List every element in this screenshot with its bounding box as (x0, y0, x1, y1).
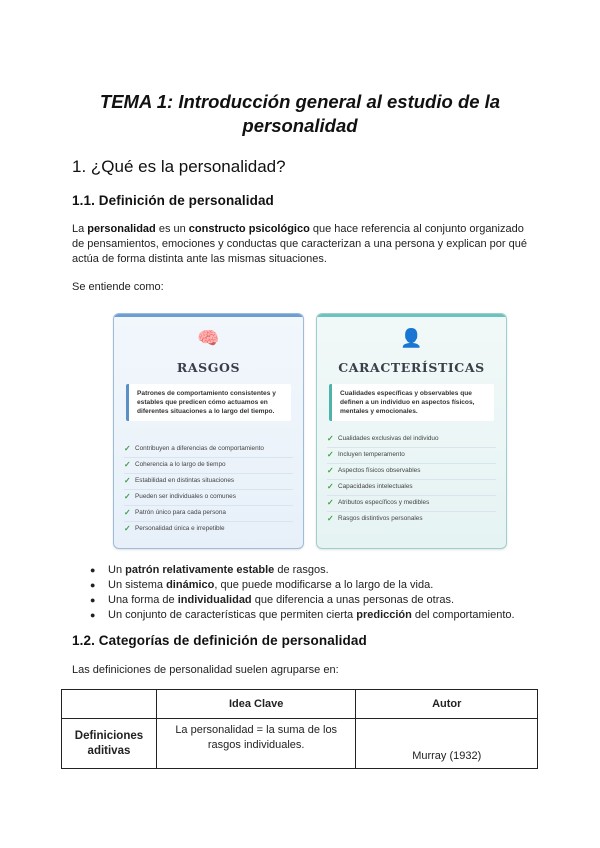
list-item-text: Personalidad única e irrepetible (135, 525, 225, 532)
card-accent-bar (317, 314, 506, 317)
table-row-header: Definiciones aditivas (62, 719, 157, 769)
bullet-item (90, 578, 515, 593)
list-item-text: Atributos específicos y medibles (338, 499, 430, 506)
list-item (124, 490, 293, 506)
card-description: Cualidades específicas y observables que definen a un individuo en aspectos físicos, mentales y emocionales. (329, 384, 494, 421)
check-icon: ✓ (124, 444, 131, 453)
bullet-item (90, 608, 515, 623)
para-text: es un (155, 223, 189, 235)
person-icon: 👤 (400, 328, 423, 348)
list-item-text: Capacidades intelectuales (338, 483, 413, 490)
list-item (327, 512, 496, 527)
definition-paragraph (72, 222, 532, 267)
list-item (124, 474, 293, 490)
subsection-heading-definicion: 1.1. Definición de personalidad (72, 193, 274, 208)
bullet-text: del comportamiento. (411, 609, 515, 621)
list-item-text: Rasgos distintivos personales (338, 515, 423, 522)
para-text: que hace referencia al conjunto organizado de pensamientos, emociones y conductas que caracterizan a una persona y explican por qué actúa de forma distinta ante las mismas situaciones. (72, 223, 527, 265)
bullet-text: de rasgos. (274, 564, 329, 576)
list-item (327, 464, 496, 480)
bullet-bold: patrón relativamente estable (125, 564, 275, 576)
bullet-text: Un sistema (108, 579, 167, 591)
check-icon: ✓ (124, 524, 131, 533)
list-item-text: Aspectos físicos observables (338, 467, 421, 474)
bullet-text: Una forma de (108, 594, 178, 606)
table-row (62, 719, 538, 769)
card-accent-bar (114, 314, 303, 317)
rasgos-card (113, 313, 304, 549)
list-item (327, 480, 496, 496)
bullet-text: que diferencia a unas personas de otras. (251, 594, 455, 606)
list-item (124, 442, 293, 458)
card-list (124, 442, 293, 537)
categories-intro: Las definiciones de personalidad suelen agruparse en: (72, 664, 339, 676)
bullet-bold: predicción (356, 609, 412, 621)
table-header-cell: Idea Clave (156, 690, 356, 719)
card-description: Patrones de comportamiento consistentes y estables que predicen cómo actuamos en diferentes situaciones a lo largo del tiempo. (126, 384, 291, 421)
bullet-text: , que puede modificarse a lo largo de la vida. (214, 579, 434, 591)
bullet-dot-icon: ● (90, 565, 96, 575)
bullet-item (90, 563, 515, 578)
para-bold-term: personalidad (87, 223, 156, 235)
list-item (327, 448, 496, 464)
subsection-heading-categorias: 1.2. Categorías de definición de personalidad (72, 633, 367, 648)
card-title: RASGOS (176, 360, 241, 375)
list-item (124, 506, 293, 522)
table-cell-autor: Murray (1932) (356, 719, 538, 769)
intro-sentence: Se entiende como: (72, 281, 164, 293)
card-title: CARACTERÍSTICAS (338, 360, 485, 375)
list-item (327, 496, 496, 512)
bullet-item (90, 593, 515, 608)
brain-icon: 🧠 (197, 328, 220, 348)
bullet-bold: individualidad (177, 594, 252, 606)
bullet-dot-icon: ● (90, 610, 96, 620)
list-item-text: Incluyen temperamento (338, 451, 405, 458)
list-item-text: Estabilidad en distintas situaciones (135, 477, 235, 484)
list-item (327, 432, 496, 448)
table-cell-idea: La personalidad = la suma de los rasgos individuales. (156, 719, 356, 769)
check-icon: ✓ (124, 492, 131, 501)
table-header-row (62, 690, 538, 719)
document-title (60, 90, 540, 138)
list-item (124, 522, 293, 537)
list-item (124, 458, 293, 474)
check-icon: ✓ (327, 514, 334, 523)
check-icon: ✓ (124, 476, 131, 485)
list-item-text: Pueden ser individuales o comunes (135, 493, 236, 500)
check-icon: ✓ (327, 450, 334, 459)
check-icon: ✓ (327, 482, 334, 491)
bullet-text: Un conjunto de características que permiten cierta (108, 609, 357, 621)
definitions-table (61, 689, 538, 769)
bullet-dot-icon: ● (90, 580, 96, 590)
list-item-text: Patrón único para cada persona (135, 509, 226, 516)
table-header-cell: Autor (356, 690, 538, 719)
caracteristicas-card (316, 313, 507, 549)
para-text: La (72, 223, 88, 235)
list-item-text: Cualidades exclusivas del individuo (338, 435, 439, 442)
card-list (327, 432, 496, 527)
check-icon: ✓ (327, 498, 334, 507)
bullet-dot-icon: ● (90, 595, 96, 605)
list-item-text: Contribuyen a diferencias de comportamiento (135, 445, 264, 452)
check-icon: ✓ (327, 466, 334, 475)
bullet-text: Un (108, 564, 126, 576)
title-line-1: TEMA 1: Introducción general al estudio de la (99, 91, 501, 112)
para-bold-term: constructo psicológico (188, 223, 310, 235)
check-icon: ✓ (124, 508, 131, 517)
bullet-list (90, 563, 515, 623)
list-item-text: Coherencia a lo largo de tiempo (135, 461, 226, 468)
check-icon: ✓ (327, 434, 334, 443)
table-header-cell (62, 690, 157, 719)
title-line-2: personalidad (242, 115, 358, 136)
bullet-bold: dinámico (166, 579, 215, 591)
check-icon: ✓ (124, 460, 131, 469)
section-heading: 1. ¿Qué es la personalidad? (72, 157, 286, 176)
